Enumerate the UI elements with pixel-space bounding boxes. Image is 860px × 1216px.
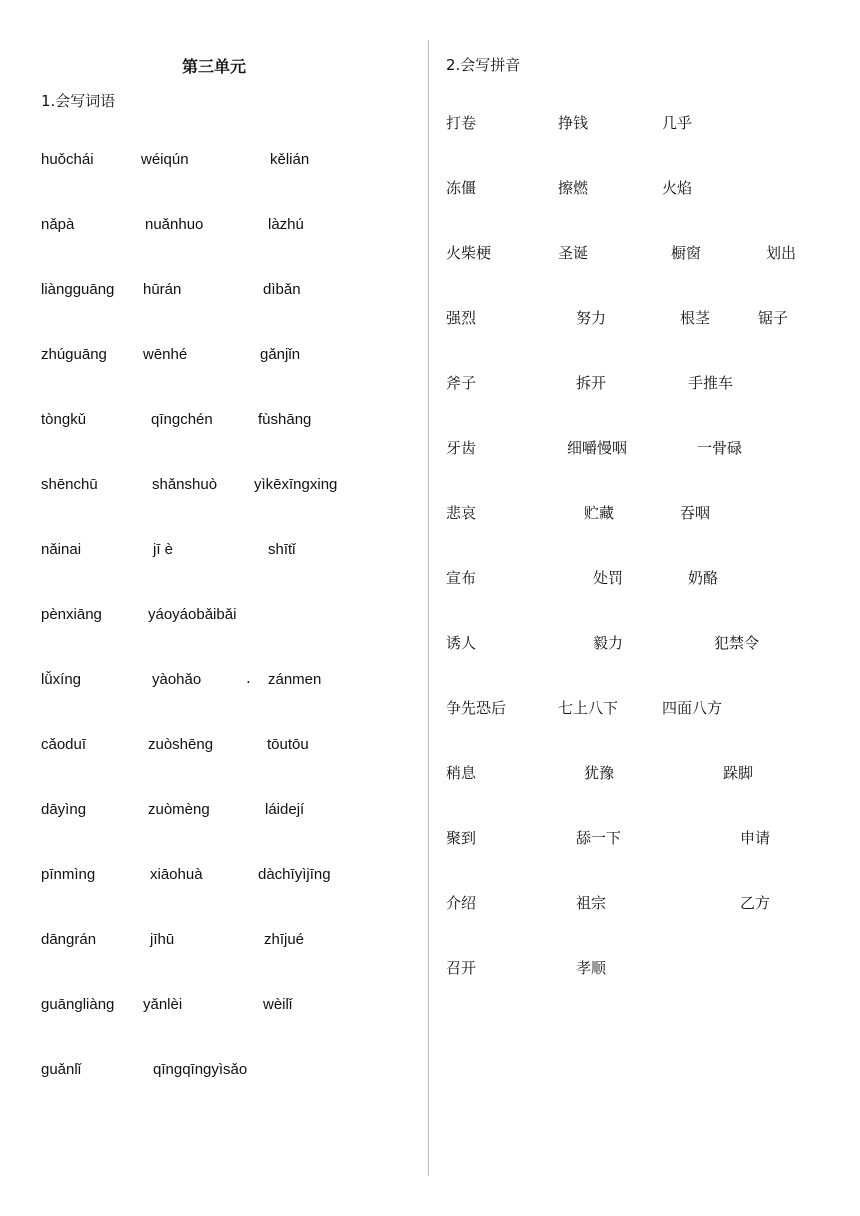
section-heading-write-pinyin: 2.会写拼音 [446,56,521,74]
page-title: 第三单元 [181,57,246,76]
pinyin-word: nǎinai [41,541,82,558]
pinyin-word: jī è [153,541,174,558]
chinese-word: 聚到 [446,829,477,847]
pinyin-word: yáoyáobǎibǎi [148,606,237,623]
chinese-word: 祖宗 [576,894,607,912]
chinese-word: 根茎 [680,309,711,327]
chinese-word: 七上八下 [558,699,619,717]
chinese-word: 几乎 [662,114,693,132]
pinyin-word: zhúguāng [41,346,107,363]
chinese-word: 奶酪 [688,569,719,587]
chinese-word: 舔一下 [576,829,622,847]
chinese-word: 介绍 [446,894,477,912]
chinese-word: 孝顺 [576,959,607,977]
chinese-word: 拆开 [576,374,607,392]
pinyin-word: wéiqún [141,151,189,168]
chinese-word: 犯禁令 [714,634,760,652]
chinese-word: 召开 [446,959,477,977]
chinese-word: 强烈 [446,309,477,327]
pinyin-word: dāyìng [41,801,87,818]
chinese-word: 跺脚 [723,764,754,782]
pinyin-word: fùshāng [258,411,312,428]
pinyin-word: guǎnlǐ [41,1061,82,1078]
chinese-word: 稍息 [446,764,477,782]
pinyin-word: xiāohuà [150,866,203,883]
pinyin-word: pènxiāng [41,606,102,623]
chinese-word: 锯子 [758,309,789,327]
pinyin-word: lǚxíng [41,671,82,688]
pinyin-word: shēnchū [41,476,98,493]
chinese-word: 橱窗 [671,244,702,262]
pinyin-word: gǎnjǐn [260,346,301,363]
chinese-word: 一骨碌 [697,439,743,457]
pinyin-word: zuòmèng [148,801,210,818]
chinese-word: 诱人 [446,634,477,652]
pinyin-word: shītǐ [268,541,296,558]
chinese-word: 乙方 [740,894,771,912]
chinese-word: 犹豫 [584,764,615,782]
pinyin-word: zánmen [268,671,322,688]
pinyin-word: shǎnshuò [152,476,218,493]
pinyin-word: dāngrán [41,931,97,948]
chinese-word: 细嚼慢咽 [567,439,628,457]
pinyin-word: wēnhé [143,346,188,363]
chinese-word: 宣布 [446,569,477,587]
chinese-word: 努力 [576,309,607,327]
pinyin-word: yàohǎo [152,671,202,688]
chinese-word: 处罚 [593,569,624,587]
chinese-word: 划出 [766,244,797,262]
pinyin-word: cǎoduī [41,736,87,753]
pinyin-word: láidejí [265,801,305,818]
pinyin-word: qīngqīngyìsǎo [153,1061,248,1078]
pinyin-word: tōutōu [267,736,309,753]
pinyin-word: làzhú [268,216,304,233]
pinyin-word: tòngkǔ [41,411,87,428]
chinese-word: 悲哀 [446,504,477,522]
pinyin-word: hūrán [143,281,182,298]
pinyin-word: pīnmìng [41,866,96,883]
chinese-word: 擦燃 [558,179,589,197]
chinese-word: 斧子 [446,374,477,392]
pinyin-word: dàchīyìjīng [258,866,331,883]
pinyin-word: zuòshēng [148,736,214,753]
chinese-word: 申请 [740,829,771,847]
pinyin-word: wèilǐ [263,996,293,1013]
pinyin-word: yǎnlèi [143,996,183,1013]
pinyin-word: kělián [270,151,310,168]
stray-dot-mark: . [246,669,251,687]
section-heading-write-words: 1.会写词语 [41,92,116,110]
chinese-word: 牙齿 [446,439,477,457]
chinese-word: 冻僵 [446,179,477,197]
chinese-word: 挣钱 [558,114,589,132]
chinese-word: 手推车 [688,374,734,392]
chinese-word: 争先恐后 [446,699,507,717]
pinyin-word: nuǎnhuo [145,216,204,233]
pinyin-word: nǎpà [41,216,75,233]
chinese-word: 毅力 [593,634,624,652]
pinyin-word: guāngliàng [41,996,115,1013]
pinyin-word: jīhū [150,931,175,948]
pinyin-word: qīngchén [151,411,213,428]
pinyin-word: zhījué [264,931,305,948]
chinese-word: 火柴梗 [446,244,492,262]
pinyin-word: yìkēxīngxing [254,476,338,493]
pinyin-word: dìbǎn [263,281,301,298]
pinyin-word: liàngguāng [41,281,115,298]
pinyin-word: huǒchái [41,151,94,168]
chinese-word: 圣诞 [558,244,589,262]
chinese-word: 火焰 [662,179,693,197]
chinese-word: 四面八方 [662,699,723,717]
chinese-word: 贮藏 [584,504,615,522]
chinese-word: 吞咽 [680,504,711,522]
column-divider [428,40,429,1176]
chinese-word: 打卷 [446,114,477,132]
